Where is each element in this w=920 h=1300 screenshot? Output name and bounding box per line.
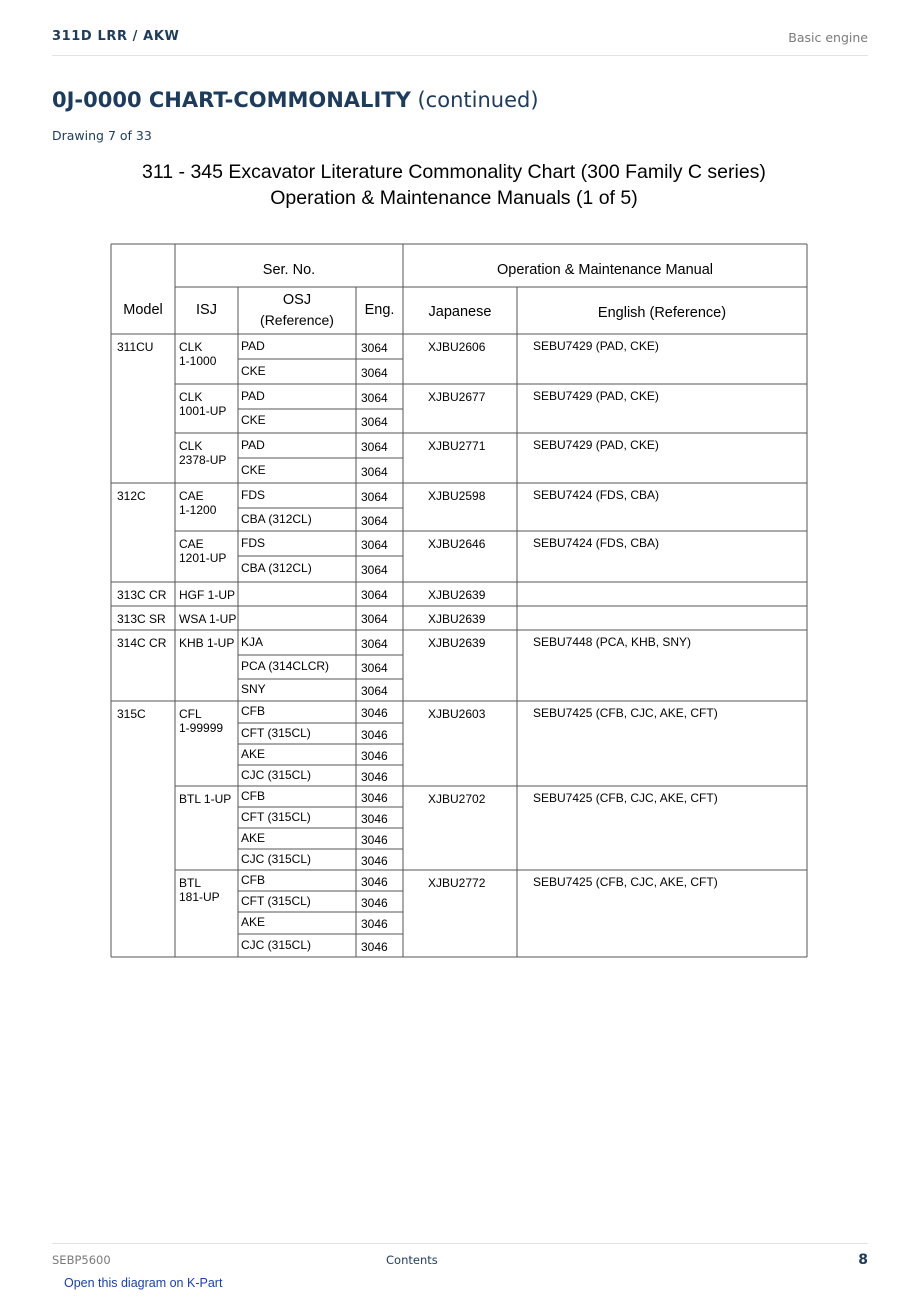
eng-cell: 3046	[361, 706, 388, 720]
japanese-manual-cell: XJBU2606	[428, 340, 486, 354]
english-manual-cell: SEBU7429 (PAD, CKE)	[533, 339, 659, 353]
eng-cell: 3064	[361, 439, 388, 454]
english-manual-cell: SEBU7424 (FDS, CBA)	[533, 488, 660, 502]
isj-cell: CFL	[179, 707, 202, 721]
osj-cell: CKE	[241, 413, 266, 427]
model-cell: 311CU	[117, 340, 154, 354]
osj-cell: SNY	[241, 682, 266, 696]
osj-cell: CFB	[241, 872, 265, 887]
model-cell: 312C	[117, 489, 146, 503]
isj-cell: 1-1000	[179, 354, 217, 368]
japanese-manual-cell: XJBU2771	[428, 439, 486, 453]
eng-cell: 3064	[361, 390, 388, 405]
english-manual-cell: SEBU7429 (PAD, CKE)	[533, 438, 659, 452]
japanese-manual-cell: XJBU2677	[428, 390, 486, 404]
osj-cell: CJC (315CL)	[241, 937, 312, 952]
eng-cell: 3046	[361, 790, 388, 805]
eng-cell: 3046	[361, 727, 388, 742]
osj-cell: PAD	[241, 437, 265, 452]
osj-cell: PAD	[241, 388, 265, 403]
eng-cell: 3064	[361, 563, 388, 577]
osj-cell: FDS	[241, 535, 265, 550]
osj-cell: FDS	[241, 487, 265, 502]
japanese-manual-cell: XJBU2603	[428, 707, 486, 721]
eng-cell: 3064	[361, 513, 388, 528]
eng-cell: 3064	[361, 365, 388, 380]
osj-cell: CFB	[241, 788, 265, 803]
osj-cell: CFT (315CL)	[241, 809, 311, 824]
eng-cell: 3046	[361, 811, 388, 826]
english-manual-cell: SEBU7448 (PCA, KHB, SNY)	[533, 635, 692, 649]
english-manual-cell: SEBU7425 (CFB, CJC, AKE, CFT)	[533, 875, 718, 889]
eng-cell: 3064	[361, 464, 388, 479]
japanese-manual-cell: XJBU2639	[428, 636, 486, 650]
eng-cell: 3064	[361, 661, 388, 675]
eng-cell: 3046	[361, 748, 388, 763]
model-cell: 314C CR	[117, 636, 167, 650]
header-osj: OSJ	[282, 292, 312, 308]
header-om-manual: Operation & Maintenance Manual	[496, 262, 714, 278]
english-manual-cell: SEBU7425 (CFB, CJC, AKE, CFT)	[533, 791, 718, 805]
page-title-main: 0J-0000 CHART-COMMONALITY	[52, 88, 411, 112]
header-english: English (Reference)	[597, 305, 727, 321]
model-cell: 313C SR	[117, 612, 166, 626]
osj-cell: AKE	[241, 915, 266, 929]
eng-cell: 3064	[361, 588, 388, 602]
eng-cell: 3046	[361, 832, 388, 847]
japanese-manual-cell: XJBU2598	[428, 489, 486, 503]
eng-cell: 3064	[361, 415, 388, 429]
eng-cell: 3046	[361, 874, 388, 889]
isj-cell: 181-UP	[179, 890, 220, 904]
eng-cell: 3064	[361, 489, 388, 504]
osj-cell: AKE	[241, 830, 266, 845]
isj-cell: CLK	[179, 340, 203, 354]
eng-cell: 3064	[361, 636, 388, 651]
document-id: SEBP5600	[52, 1253, 111, 1267]
osj-cell: CKE	[241, 363, 266, 378]
osj-cell: CJC (315CL)	[241, 767, 312, 782]
header-model: Model	[123, 302, 163, 318]
header-isj: ISJ	[196, 302, 217, 318]
isj-cell: 1201-UP	[179, 551, 227, 565]
eng-cell: 3064	[361, 684, 388, 698]
eng-cell: 3046	[361, 853, 388, 868]
osj-cell: CBA (312CL)	[241, 561, 312, 575]
eng-cell: 3046	[361, 917, 388, 931]
drawing-counter: Drawing 7 of 33	[52, 128, 152, 143]
isj-cell: CAE	[179, 537, 204, 551]
japanese-manual-cell: XJBU2702	[428, 792, 486, 806]
japanese-manual-cell: XJBU2639	[428, 588, 486, 602]
footer-divider	[52, 1243, 868, 1244]
osj-cell: CFT (315CL)	[241, 893, 311, 908]
isj-cell: BTL 1-UP	[179, 792, 232, 806]
isj-cell: CLK	[179, 390, 203, 404]
header-japanese: Japanese	[428, 304, 492, 320]
english-manual-cell: SEBU7424 (FDS, CBA)	[533, 536, 660, 550]
model-breadcrumb: 311D LRR / AKW	[52, 29, 180, 44]
eng-cell: 3064	[361, 612, 388, 626]
isj-cell: WSA 1-UP	[179, 612, 237, 626]
isj-cell: KHB 1-UP	[179, 636, 235, 650]
osj-cell: PCA (314CLCR)	[241, 659, 330, 673]
isj-cell: BTL	[179, 876, 202, 890]
model-cell: 315C	[117, 707, 146, 721]
chart-title-line-1: 311 - 345 Excavator Literature Commonality Chart (300 Family C series)	[142, 161, 766, 183]
eng-cell: 3046	[361, 895, 388, 910]
eng-cell: 3064	[361, 340, 388, 355]
osj-cell: CBA (312CL)	[241, 511, 312, 526]
eng-cell: 3046	[361, 939, 388, 954]
page-number: 8	[858, 1252, 868, 1268]
isj-cell: 1001-UP	[179, 404, 227, 418]
isj-cell: CAE	[179, 489, 204, 503]
kpart-link[interactable]: Open this diagram on K-Part	[64, 1276, 223, 1290]
osj-cell: CFT (315CL)	[241, 725, 311, 740]
japanese-manual-cell: XJBU2646	[428, 537, 486, 551]
page-title-suffix: (continued)	[417, 88, 539, 112]
osj-cell: CFB	[241, 704, 265, 718]
japanese-manual-cell: XJBU2639	[428, 612, 486, 626]
header-ser-no: Ser. No.	[262, 262, 316, 278]
eng-cell: 3064	[361, 537, 388, 552]
model-cell: 313C CR	[117, 588, 167, 602]
eng-cell: 3046	[361, 769, 388, 784]
isj-cell: 2378-UP	[179, 453, 227, 467]
english-manual-cell: SEBU7425 (CFB, CJC, AKE, CFT)	[533, 706, 718, 720]
isj-cell: CLK	[179, 439, 203, 453]
contents-link[interactable]: Contents	[386, 1253, 438, 1267]
osj-cell: CKE	[241, 462, 266, 477]
english-manual-cell: SEBU7429 (PAD, CKE)	[533, 389, 659, 403]
osj-cell: PAD	[241, 338, 265, 353]
isj-cell: HGF 1-UP	[179, 588, 236, 602]
osj-cell: AKE	[241, 746, 266, 761]
header-osj-reference: (Reference)	[260, 312, 334, 328]
osj-cell: KJA	[241, 634, 264, 649]
section-label: Basic engine	[788, 30, 868, 45]
header-eng: Eng.	[364, 302, 395, 318]
isj-cell: 1-99999	[179, 721, 224, 735]
osj-cell: CJC (315CL)	[241, 851, 312, 866]
chart-title-line-2: Operation & Maintenance Manuals (1 of 5)	[270, 187, 638, 209]
isj-cell: 1-1200	[179, 503, 217, 517]
japanese-manual-cell: XJBU2772	[428, 876, 486, 890]
